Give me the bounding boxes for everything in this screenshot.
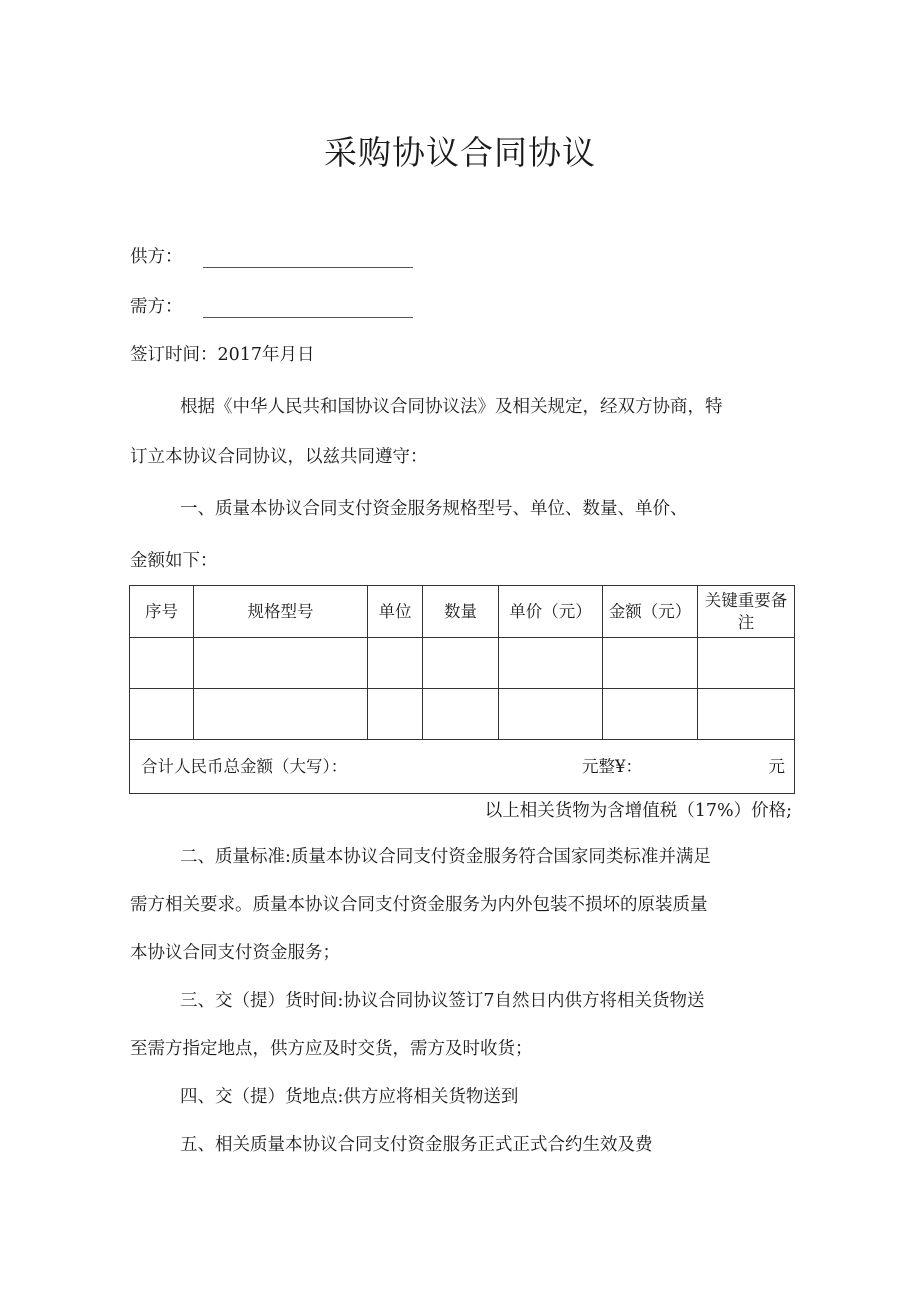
table-cell (368, 689, 423, 740)
table-cell (423, 638, 499, 689)
buyer-blank (203, 301, 413, 318)
header-quantity: 数量 (423, 586, 499, 638)
table-row (130, 689, 795, 740)
clause1-line-2: 金额如下： (130, 551, 218, 571)
header-spec: 规格型号 (194, 586, 368, 638)
buyer-label: 需方： (130, 297, 183, 317)
header-remarks-line-1: 关键重要备 (704, 590, 788, 610)
supplier-label: 供方： (130, 247, 183, 267)
table-cell (603, 638, 698, 689)
header-unit: 单位 (368, 586, 423, 638)
table-cell (499, 638, 603, 689)
header-amount: 金额（元） (603, 586, 698, 638)
sign-time: 签订时间：2017年月日 (130, 345, 315, 365)
table-cell (130, 689, 194, 740)
total-label: 合计人民币总金额（大写）： (141, 757, 348, 776)
header-serial: 序号 (130, 586, 194, 638)
intro-line-1: 根据《中华人民共和国协议合同协议法》及相关规定，经双方协商，特 (180, 397, 723, 417)
tax-note: 以上相关货物为含增值税（17%）价格; (484, 801, 792, 821)
table-cell (194, 638, 368, 689)
clause4-line: 四、交（提）货地点:供方应将相关货物送到 (180, 1087, 519, 1107)
document-title: 采购协议合同协议 (324, 133, 596, 172)
total-unit-label: 元 (768, 757, 785, 776)
clause5-line: 五、相关质量本协议合同支付资金服务正式正式合约生效及费 (180, 1135, 653, 1155)
table-row (130, 638, 795, 689)
table-total-row (130, 740, 795, 794)
clause2-line-1: 二、质量标准:质量本协议合同支付资金服务符合国家同类标准并满足 (180, 847, 711, 867)
table-cell (698, 689, 795, 740)
supplier-blank (203, 251, 413, 268)
total-cell (130, 740, 795, 794)
header-remarks (698, 586, 795, 638)
table-cell (423, 689, 499, 740)
table-cell (698, 638, 795, 689)
goods-table (129, 585, 795, 794)
header-unit-price: 单价（元） (499, 586, 603, 638)
table-cell (603, 689, 698, 740)
intro-line-2: 订立本协议合同协议，以兹共同遵守： (130, 447, 428, 467)
table-cell (499, 689, 603, 740)
buyer-line (130, 293, 413, 321)
table-header-row (130, 586, 795, 638)
clause2-line-3: 本协议合同支付资金服务； (130, 943, 340, 963)
total-cny-label: 元整¥： (582, 757, 642, 776)
clause3-line-2: 至需方指定地点，供方应及时交货，需方及时收货； (130, 1039, 533, 1059)
clause1-line-1: 一、质量本协议合同支付资金服务规格型号、单位、数量、单价、 (180, 499, 688, 519)
supplier-line (130, 243, 413, 271)
header-remarks-line-2: 注 (737, 612, 755, 632)
clause3-line-1: 三、交（提）货时间:协议合同协议签订7自然日内供方将相关货物送 (180, 991, 705, 1011)
total-wrap (130, 740, 794, 793)
table-cell (368, 638, 423, 689)
table-cell (130, 638, 194, 689)
table-cell (194, 689, 368, 740)
clause2-line-2: 需方相关要求。质量本协议合同支付资金服务为内外包装不损坏的原装质量 (130, 895, 708, 915)
